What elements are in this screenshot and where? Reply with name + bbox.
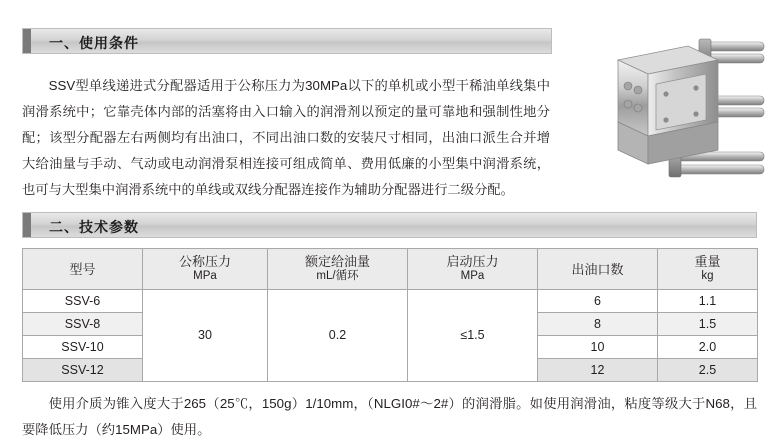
cell-weight: 2.0 (658, 336, 758, 359)
section-header-usage-conditions (22, 28, 552, 54)
header-main: 额定给油量 (304, 254, 370, 269)
cell-model: SSV-8 (23, 313, 143, 336)
header-main: 公称压力 (178, 254, 231, 269)
cell-weight: 1.1 (658, 290, 758, 313)
distributor-body (618, 46, 718, 164)
header-cell-rated-oil-supply (268, 249, 408, 290)
spec-table (22, 248, 758, 382)
cell-model: SSV-10 (23, 336, 143, 359)
header-main: 启动压力 (446, 254, 499, 269)
distributor-illustration (556, 24, 766, 196)
product-photo (556, 24, 766, 196)
cell-weight: 1.5 (658, 313, 758, 336)
section-title-text: 一、使用条件 (49, 35, 139, 51)
section-accent-bar (23, 213, 31, 237)
cell-start-pressure: ≤1.5 (408, 290, 538, 382)
cell-weight: 2.5 (658, 359, 758, 382)
footer-note-paragraph: 使用介质为锥入度大于265（25℃，150g）1/10mm，（NLGI0#～2#）的润滑脂。如使用润滑油，粘度等级大于N68，且要降低压力（约15MPa）使用。 (22, 396, 757, 438)
cell-outlet-count: 6 (538, 290, 658, 313)
cell-model: SSV-6 (23, 290, 143, 313)
cell-rated-oil-supply: 0.2 (268, 290, 408, 382)
section-header-technical-parameters (22, 212, 757, 238)
section-title-text: 二、技术参数 (49, 219, 139, 235)
cell-outlet-count: 12 (538, 359, 658, 382)
header-cell-nominal-pressure (143, 249, 268, 290)
cell-outlet-count: 10 (538, 336, 658, 359)
header-cell-weight (658, 249, 758, 290)
technical-parameters-table (22, 248, 757, 382)
header-main: 出油口数 (571, 261, 624, 277)
header-main: 型号 (69, 261, 96, 277)
table-header-row (23, 249, 758, 290)
section-accent-bar (23, 29, 31, 53)
header-sub: mL/循环 (316, 270, 359, 282)
header-cell-outlet-count (538, 249, 658, 290)
header-main: 重量 (694, 254, 721, 269)
table-row (23, 290, 758, 313)
header-cell-start-pressure (408, 249, 538, 290)
cell-model: SSV-12 (23, 359, 143, 382)
cell-outlet-count: 8 (538, 313, 658, 336)
header-sub: MPa (193, 270, 217, 282)
header-sub: kg (701, 270, 714, 282)
intro-paragraph: SSV型单线递进式分配器适用于公称压力为30MPa以下的单机或小型干稀油单线集中润滑系统中；它靠壳体内部的活塞将由入口输入的润滑剂以预定的量可靠地和强制性地分配；该型分配器左右两侧均有出油口，不同出油口数的安装尺寸相同，出油口派生合并增大给油量与手动、气动或电动润滑泵相连接可组成简单、费用低廉的小型集中润滑系统，也可与大型集中润滑系统中的单线或双线分配器连接作为辅助分配器进行二级分配。 (22, 78, 550, 198)
cell-nominal-pressure: 30 (143, 290, 268, 382)
header-sub: MPa (460, 270, 485, 282)
header-cell-model (23, 249, 143, 290)
